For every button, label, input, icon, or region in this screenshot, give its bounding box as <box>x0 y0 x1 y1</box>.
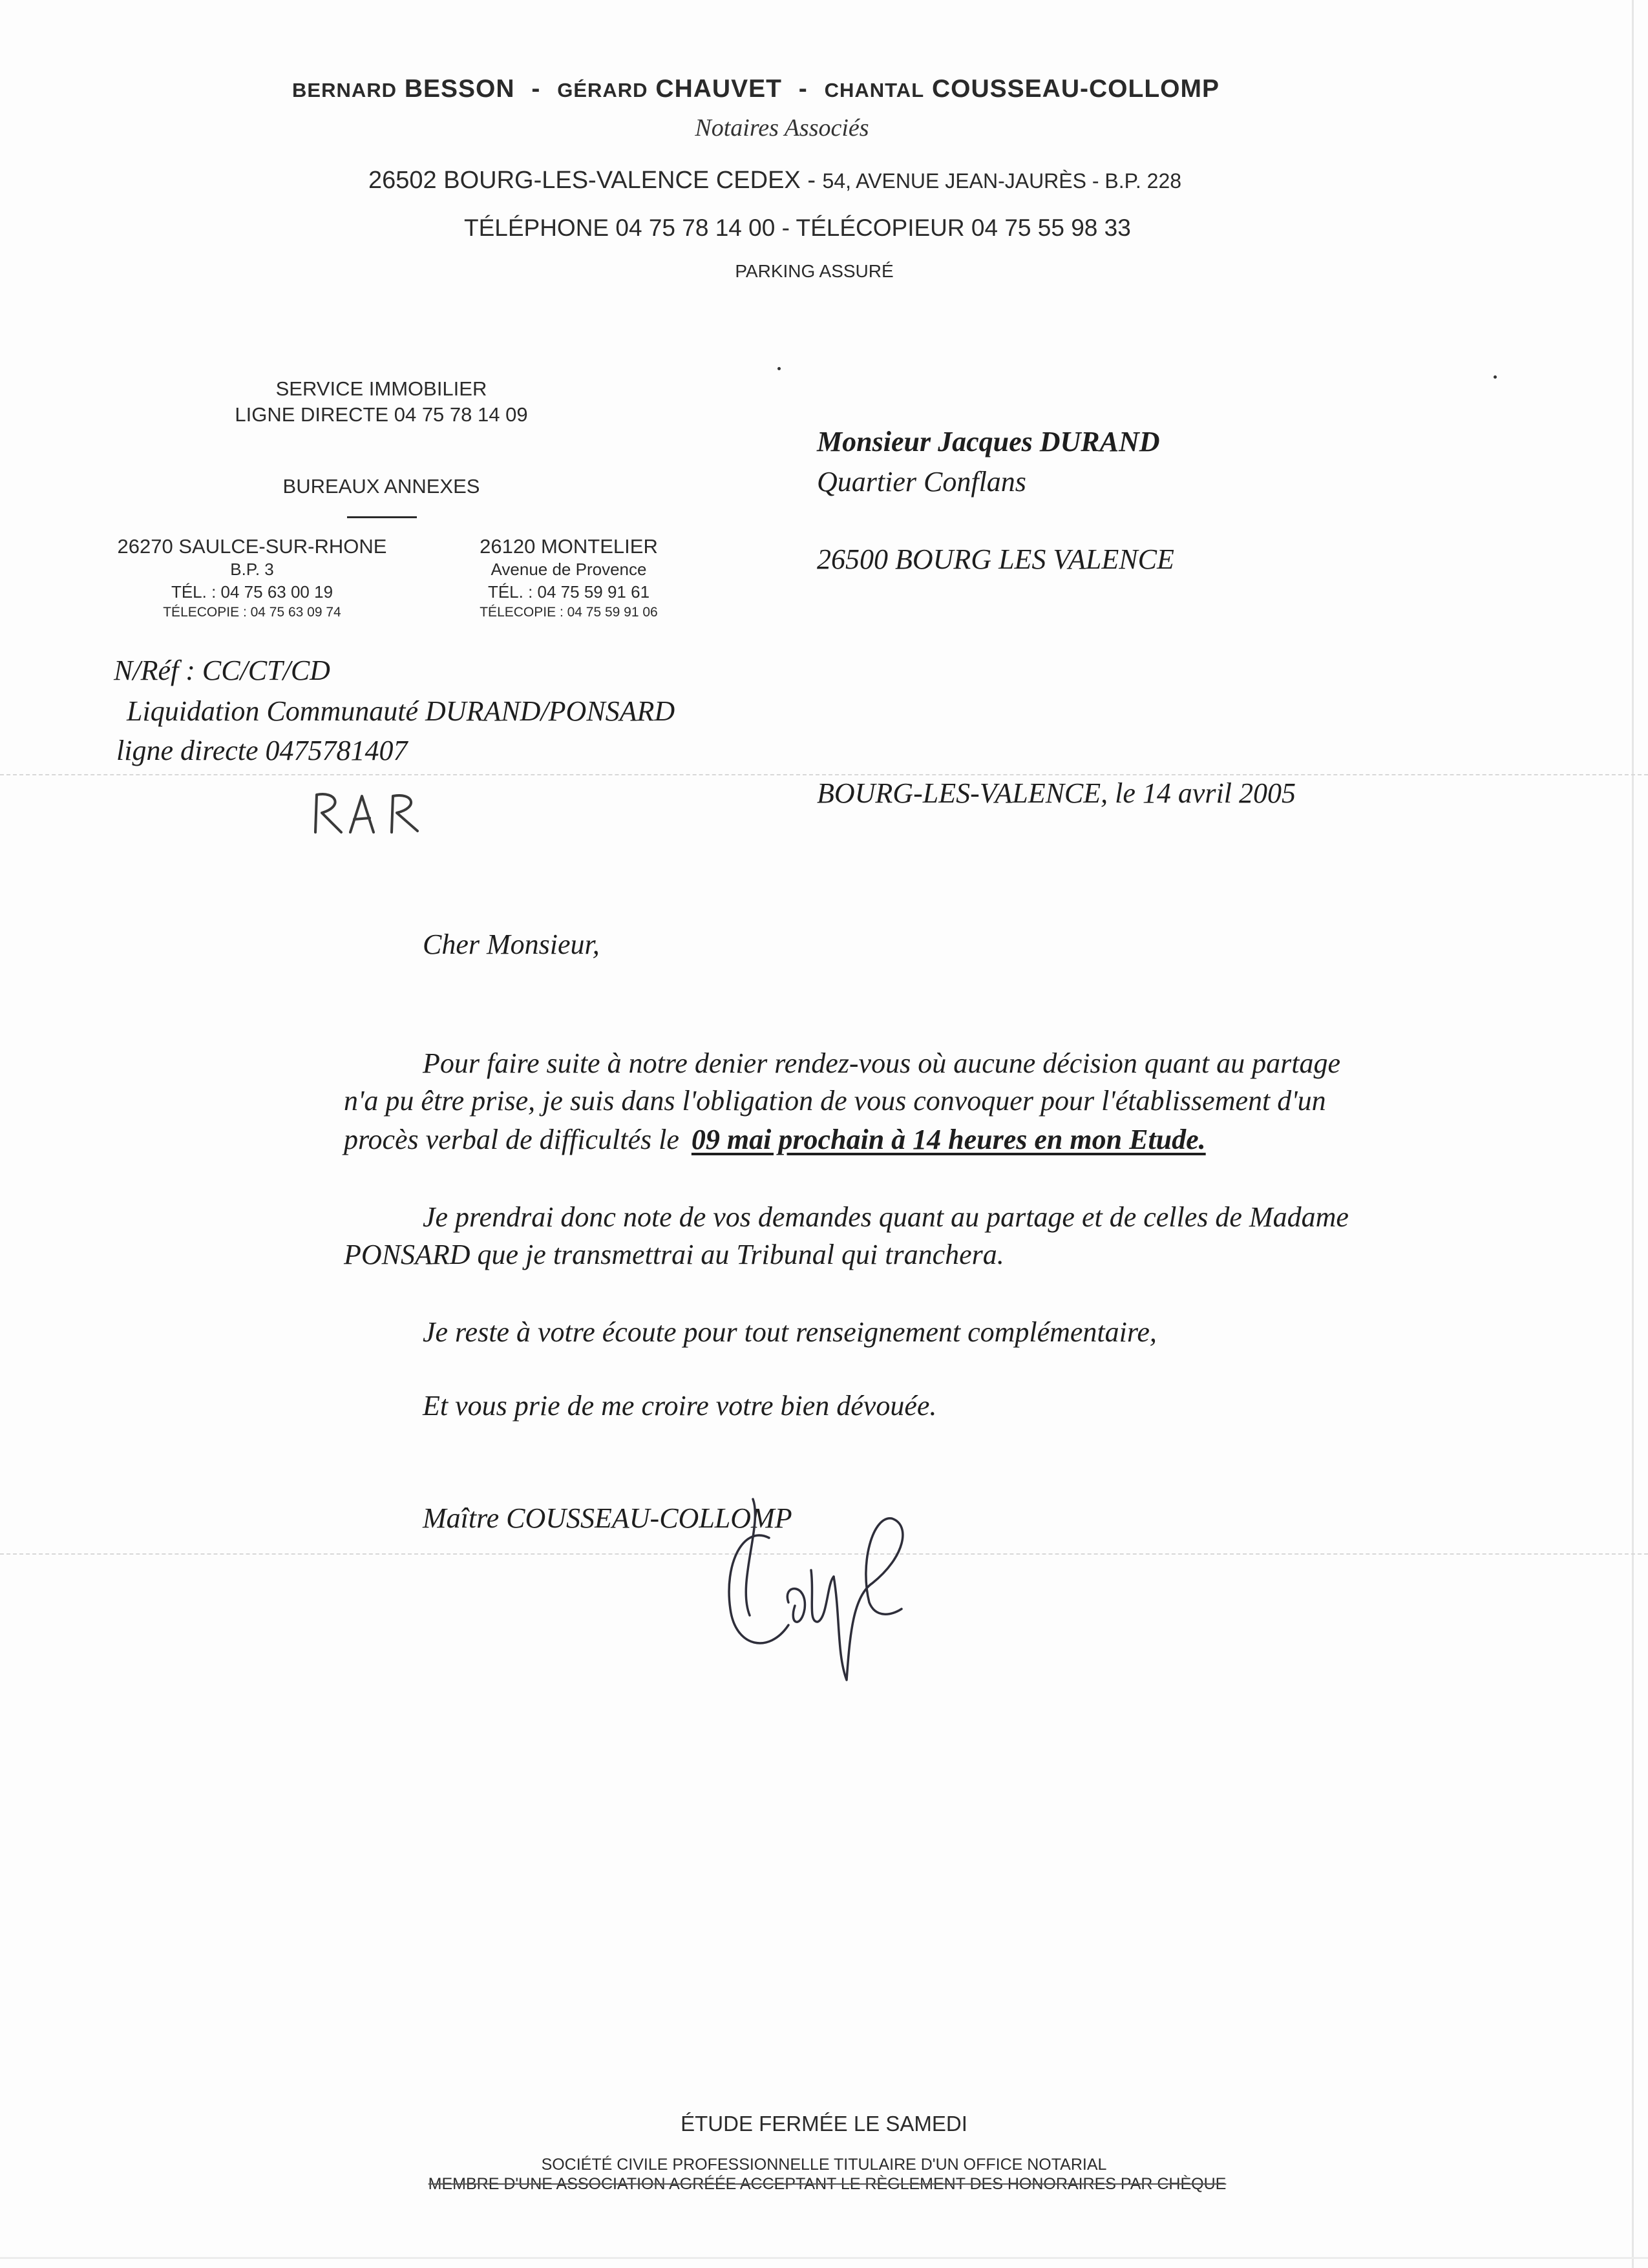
annexes-divider <box>347 516 417 518</box>
annex-2-city: 26120 MONTELIER <box>480 535 658 558</box>
reference-direct-line: ligne directe 0475781407 <box>116 735 408 766</box>
address-street: 54, AVENUE JEAN-JAURÈS - B.P. 228 <box>822 169 1182 193</box>
partner-2-first-name: GÉRARD <box>557 79 648 101</box>
scan-speck <box>1494 375 1497 379</box>
paragraph-1-line-3-text: procès verbal de difficultés le <box>344 1124 679 1155</box>
footer-line-1: SOCIÉTÉ CIVILE PROFESSIONNELLE TITULAIRE D'UN OFFICE NOTARIAL <box>541 2156 1107 2174</box>
partner-3-last-name: COUSSEAU-COLLOMP <box>931 75 1220 103</box>
appointment-date-emphasis: 09 mai prochain à 14 heures en mon Etude. <box>691 1124 1206 1155</box>
paragraph-1-line-1: Pour faire suite à notre denier rendez-vous où aucune décision quant au partage <box>423 1047 1340 1079</box>
paragraph-1-line-3 <box>344 1123 1206 1156</box>
annex-1-tel: TÉL. : 04 75 63 00 19 <box>171 582 333 602</box>
service-direct-line: LIGNE DIRECTE 04 75 78 14 09 <box>235 403 528 426</box>
partner-separator: - <box>531 75 541 103</box>
letterhead-address <box>368 167 1181 194</box>
partner-1-last-name: BESSON <box>404 75 515 103</box>
annex-2-fax: TÉLECOPIE : 04 75 59 91 06 <box>480 605 658 620</box>
annex-1-city: 26270 SAULCE-SUR-RHONE <box>117 535 387 558</box>
service-immobilier: SERVICE IMMOBILIER <box>275 377 487 400</box>
letterhead-partners <box>292 75 1220 103</box>
paragraph-2-line-2: PONSARD que je transmettrai au Tribunal qui tranchera. <box>344 1239 1004 1270</box>
annex-saulce <box>90 535 414 620</box>
handwritten-signature <box>698 1486 931 1693</box>
footer-closed-notice: ÉTUDE FERMÉE LE SAMEDI <box>681 2112 967 2136</box>
annex-2-tel: TÉL. : 04 75 59 91 61 <box>487 582 650 602</box>
reference-subject: Liquidation Communauté DURAND/PONSARD <box>127 695 675 727</box>
handwritten-rar-mark <box>310 787 439 839</box>
paragraph-1-line-2: n'a pu être prise, je suis dans l'obligation de vous convoquer pour l'établissement d'un <box>344 1085 1326 1117</box>
scan-edge-bottom <box>0 2257 1648 2259</box>
fold-line-upper <box>0 774 1648 775</box>
letterhead-telephone: TÉLÉPHONE 04 75 78 14 00 - TÉLÉCOPIEUR 04 75 55 98 33 <box>464 215 1131 241</box>
partner-separator: - <box>798 75 808 103</box>
paragraph-3: Je reste à votre écoute pour tout renseignement complémentaire, <box>423 1316 1157 1348</box>
reference-code: N/Réf : CC/CT/CD <box>114 655 330 686</box>
paragraph-2-line-1: Je prendrai donc note de vos demandes quant au partage et de celles de Madame <box>423 1201 1349 1233</box>
annex-montelier <box>420 535 717 620</box>
partner-1-first-name: BERNARD <box>292 79 397 101</box>
recipient-address-line2: Quartier Conflans <box>817 466 1026 498</box>
letterhead-parking: PARKING ASSURÉ <box>735 261 894 281</box>
annex-1-line2: B.P. 3 <box>230 560 274 579</box>
address-main: 26502 BOURG-LES-VALENCE CEDEX - <box>368 167 816 194</box>
bureaux-annexes-title: BUREAUX ANNEXES <box>282 475 480 498</box>
date-line: BOURG-LES-VALENCE, le 14 avril 2005 <box>817 777 1296 809</box>
scan-speck <box>777 367 781 370</box>
annex-2-line2: Avenue de Provence <box>491 560 647 579</box>
signatory-name: Maître COUSSEAU-COLLOMP <box>423 1502 792 1534</box>
letterhead-subtitle: Notaires Associés <box>695 114 869 142</box>
partner-2-last-name: CHAUVET <box>655 75 782 103</box>
salutation: Cher Monsieur, <box>423 929 600 960</box>
partner-3-first-name: CHANTAL <box>824 79 925 101</box>
paragraph-4: Et vous prie de me croire votre bien dévouée. <box>423 1390 937 1422</box>
recipient-address-line3: 26500 BOURG LES VALENCE <box>817 543 1174 575</box>
annex-1-fax: TÉLECOPIE : 04 75 63 09 74 <box>163 605 341 620</box>
footer-line-2: MEMBRE D'UNE ASSOCIATION AGRÉÉE ACCEPTANT LE RÈGLEMENT DES HONORAIRES PAR CHÈQUE <box>428 2175 1227 2193</box>
scan-edge-right <box>1632 0 1634 2268</box>
recipient-name: Monsieur Jacques DURAND <box>817 426 1160 457</box>
